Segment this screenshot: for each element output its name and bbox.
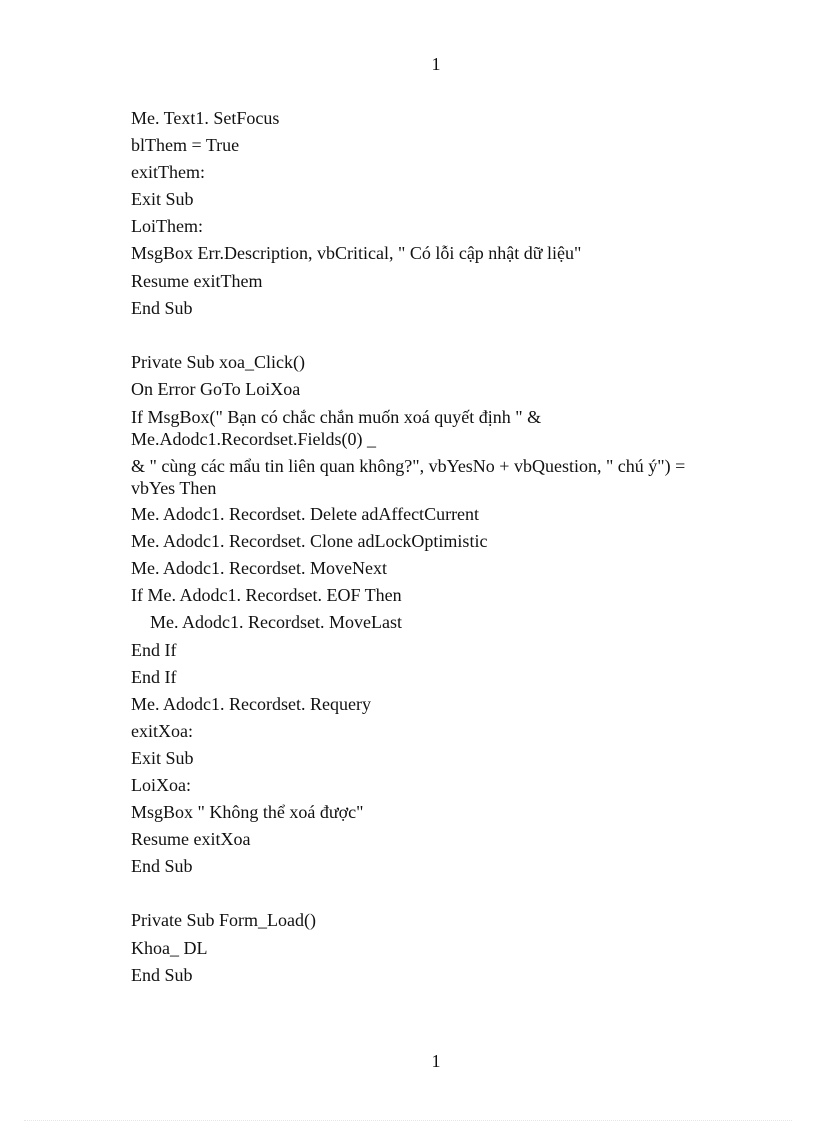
code-line: Private Sub Form_Load() (131, 910, 316, 931)
footer-page-number: 1 (431, 1051, 441, 1071)
code-line-wrapped: If MsgBox(" Bạn có chắc chắn muốn xoá quyết định " & Me.Adodc1.Recordset.Fields(0) _ (131, 407, 542, 450)
code-line: MsgBox " Không thể xoá được" (131, 802, 364, 823)
code-line: exitThem: (131, 162, 205, 183)
code-line: End Sub (131, 297, 193, 318)
code-line: If Me. Adodc1. Recordset. EOF Then (131, 585, 402, 606)
code-line: Me. Text1. SetFocus (131, 108, 280, 128)
code-line: Me. Adodc1. Recordset. Requery (131, 693, 371, 714)
code-line: End If (131, 639, 177, 660)
code-line: Me. Adodc1. Recordset. Delete adAffectCurrent (131, 504, 480, 525)
code-line: LoiThem: (131, 216, 203, 237)
code-line: Resume exitXoa (131, 829, 251, 850)
code-block (131, 105, 721, 989)
code-line-wrapped: & " cùng các mẩu tin liên quan không?", vbYesNo + vbQuestion, " chú ý") = vbYes Then (131, 456, 686, 499)
code-line: LoiXoa: (131, 774, 191, 795)
code-line: Private Sub xoa_Click() (131, 351, 305, 372)
code-line: Resume exitThem (131, 270, 263, 291)
code-line: blThem = True (131, 135, 240, 156)
page-bottom-divider (24, 1120, 792, 1121)
code-line: Me. Adodc1. Recordset. Clone adLockOptimistic (131, 531, 488, 552)
blank-line (131, 880, 721, 907)
code-line: Khoa_ DL (131, 937, 208, 958)
code-line: End Sub (131, 856, 193, 877)
code-line: End Sub (131, 964, 193, 985)
code-line: MsgBox Err.Description, vbCritical, " Có lỗi cập nhật dữ liệu" (131, 243, 582, 264)
blank-line (131, 322, 721, 349)
code-line-indented: Me. Adodc1. Recordset. MoveLast (150, 612, 402, 633)
code-line: Exit Sub (131, 189, 194, 210)
code-line: Exit Sub (131, 747, 194, 768)
code-line: Me. Adodc1. Recordset. MoveNext (131, 558, 387, 579)
header-page-number: 1 (431, 54, 441, 74)
code-line: End If (131, 666, 177, 687)
code-line: exitXoa: (131, 720, 193, 741)
code-line: On Error GoTo LoiXoa (131, 378, 301, 399)
